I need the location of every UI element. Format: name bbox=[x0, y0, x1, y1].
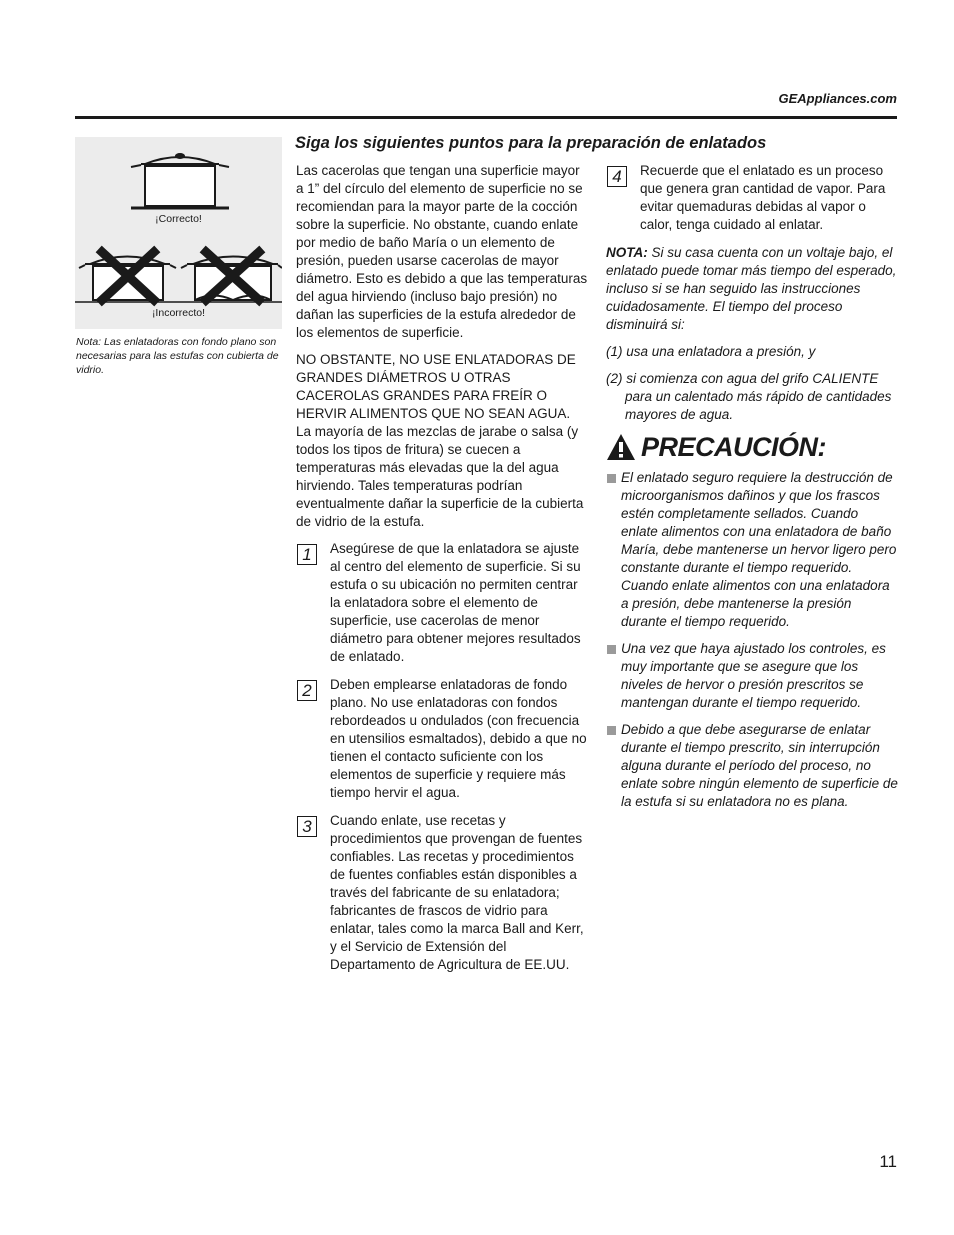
note-item-1: (1) usa una enlatadora a presión, y bbox=[606, 344, 816, 359]
right-column bbox=[606, 162, 898, 820]
step-text-4: Recuerde que el enlatado es un proceso que genera gran cantidad de vapor. Para evitar quemaduras debidas al vapor o calor, tenga cuidado al enlatar. bbox=[640, 163, 886, 232]
left-column bbox=[296, 162, 588, 984]
warning-triangle-icon bbox=[606, 433, 636, 461]
step-number-4: 4 bbox=[607, 166, 627, 187]
site-url: GEAppliances.com bbox=[778, 91, 897, 106]
warning-bullet-text-1: El enlatado seguro requiere la destrucción de microorganismos dañinos y que los frascos estén completamente sellados. Cuando enlate alimentos con una enlatadora de baño María, debe mantenerse un hervor ligero pero constante durante el tiempo requerido. Cuando enlate alimentos con una enlatadora a presión, debe mantenerse la presión durante el tiempo requerido. bbox=[621, 470, 897, 629]
step-text-3: Cuando enlate, use recetas y procedimientos que provengan de fuentes confiables. Las recetas y procedimientos de fuentes confiables están disponibles a través del fabricante de su enlatadora; fabricantes de frascos de vidrio para enlatar, tales como la marca Ball and Kerr, y el Servicio de Extensión del Departamento de Agricultura de EE.UU. bbox=[330, 813, 584, 972]
bullet-square-icon bbox=[607, 474, 616, 483]
bullet-square-icon bbox=[607, 726, 616, 735]
incorrect-caption: ¡Incorrecto! bbox=[151, 307, 206, 319]
step-3 bbox=[296, 812, 588, 974]
pots-illustration bbox=[75, 137, 282, 329]
warning-bullet-3 bbox=[606, 721, 898, 811]
step-number-1: 1 bbox=[297, 544, 317, 565]
caution-paragraph: NO OBSTANTE, NO USE ENLATADORAS DE GRANDES DIÁMETROS U OTRAS CACEROLAS GRANDES PARA FREÍR O HERVIR ALIMENTOS QUE NO SEAN AGUA. La mayoría de las mezclas de jarabe o salsa (y todos los tipos de fritura) se cuecen a temperaturas más elevadas que la del agua hirviendo. Tales temperaturas podrían eventualmente dañar la superficie de la cubierta de vidrio de la estufa. bbox=[296, 352, 584, 529]
step-text-1: Asegúrese de que la enlatadora se ajuste al centro del elemento de superficie. Si su estufa o su ubicación no permiten centrar la enlatadora sobre el elemento de superficie, use cacerolas de menor diámetro para obtener mejores resultados de enlatado. bbox=[330, 541, 581, 664]
step-2 bbox=[296, 676, 588, 802]
warning-title: PRECAUCIÓN: bbox=[641, 432, 827, 462]
step-number-3: 3 bbox=[297, 816, 317, 837]
step-number-2: 2 bbox=[297, 680, 317, 701]
intro-paragraph: Las cacerolas que tengan una superficie mayor a 1” del círculo del elemento de superficie no se recomiendan para la mayor parte de la cocción sobre la superficie. No obstante, cuando enlate por medio de baño María o un elemento de presión, pueden usarse cacerolas de mayor diámetro. Esto es debido a que las temperaturas del agua hirviendo (incluso bajo presión) no dañan las superficies de la estufa alrededor de los elementos de superficie. bbox=[296, 163, 588, 340]
header-rule bbox=[75, 116, 897, 119]
note-text: Si su casa cuenta con un voltaje bajo, el enlatado puede tomar más tiempo del esperado, incluso si se han seguido las instrucciones cuidadosamente. El tiempo del proceso disminuirá si: bbox=[606, 245, 897, 332]
warning-bullet-1 bbox=[606, 469, 898, 631]
correct-caption: ¡Correcto! bbox=[155, 213, 202, 225]
note-item-2: (2) si comienza con agua del grifo CALIENTE para un calentado más rápido de cantidades mayores de agua. bbox=[606, 371, 892, 422]
correct-pot-icon bbox=[131, 154, 229, 208]
bullet-square-icon bbox=[607, 645, 616, 654]
voltage-note bbox=[606, 244, 898, 334]
page-number: 11 bbox=[879, 1152, 897, 1171]
note-label: NOTA: bbox=[606, 245, 648, 260]
section-title: Siga los siguientes puntos para la preparación de enlatados bbox=[295, 134, 767, 152]
warning-bullet-text-3: Debido a que debe asegurarse de enlatar durante el tiempo prescrito, sin interrupción alguna durante el período del proceso, no enlate sobre ningún elemento de superficie de la estufa si su enlatadora no es plana. bbox=[621, 722, 898, 809]
warning-bullet-text-2: Una vez que haya ajustado los controles, es muy importante que se asegure que los niveles de hervor o presión prescritos se mantengan durante el tiempo requerido. bbox=[621, 641, 886, 710]
warning-heading bbox=[606, 433, 898, 461]
step-text-2: Deben emplearse enlatadoras de fondo plano. No use enlatadoras con fondos rebordeados u ondulados (con frecuencia en utensilios esmaltados), debido a que no tienen el contacto suficiente con los elementos de superficie y requiere más tiempo hervir el agua. bbox=[330, 677, 587, 800]
step-4 bbox=[606, 162, 898, 234]
step-1 bbox=[296, 540, 588, 666]
canner-illustration bbox=[75, 137, 282, 329]
warning-bullet-2 bbox=[606, 640, 898, 712]
figure-note: Nota: Las enlatadoras con fondo plano son necesarias para las estufas con cubierta de vidrio. bbox=[76, 336, 279, 376]
